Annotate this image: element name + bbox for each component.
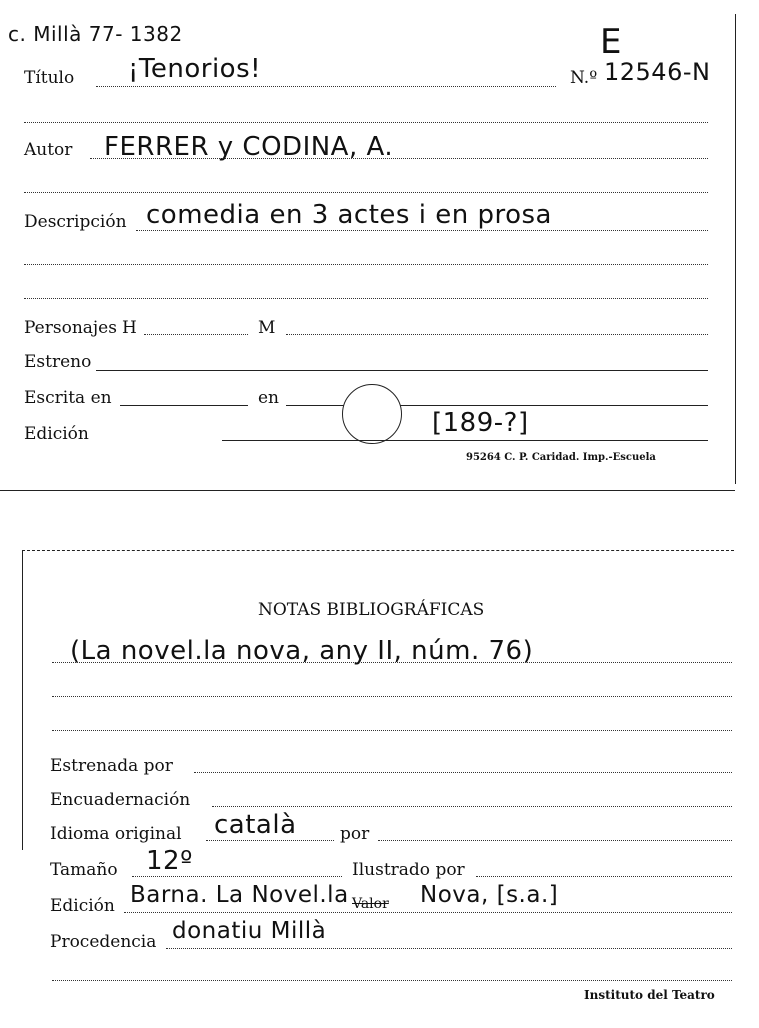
estreno-label: Estreno <box>24 352 92 372</box>
corner-note: c. Millà 77- 1382 <box>8 22 183 46</box>
mark-e: E <box>600 22 622 62</box>
idioma-por-label: por <box>340 824 370 844</box>
estrenada-label: Estrenada por <box>50 756 173 776</box>
notas-heading: NOTAS BIBLIOGRÁFICAS <box>258 600 485 620</box>
edicion-label: Edición <box>24 424 89 444</box>
estreno-line <box>96 370 708 371</box>
descripcion-value: comedia en 3 actes i en prosa <box>146 200 552 230</box>
footer-institute: Instituto del Teatro <box>584 988 715 1002</box>
idioma-value: català <box>214 810 297 840</box>
autor-line-2 <box>24 192 708 193</box>
tamano-line <box>132 876 342 877</box>
descripcion-label: Descripción <box>24 212 127 232</box>
edicion2-struck-word: Valor <box>352 896 389 912</box>
edicion-value: [189-?] <box>432 408 529 438</box>
estrenada-line <box>194 772 732 773</box>
titulo-line <box>96 86 556 87</box>
idioma-label: Idioma original <box>50 824 182 844</box>
ilustrado-label: Ilustrado por <box>352 860 465 880</box>
encuadernacion-label: Encuadernación <box>50 790 191 810</box>
idioma-por-line <box>378 840 732 841</box>
escrita-en-label: en <box>258 388 280 408</box>
nota-value: (La novel.la nova, any II, núm. 76) <box>70 636 534 666</box>
card1-bottom-border <box>0 490 735 491</box>
procedencia-label: Procedencia <box>50 932 157 952</box>
numero-value: 12546-N <box>604 58 711 86</box>
personajes-h-line <box>144 334 248 335</box>
edicion2-value-b: Nova, [s.a.] <box>420 882 559 908</box>
procedencia-value: donatiu Millà <box>172 918 327 944</box>
descripcion-line-3 <box>24 298 708 299</box>
personajes-label: Personajes <box>24 318 117 338</box>
tamano-label: Tamaño <box>50 860 118 880</box>
personajes-m-label: M <box>258 318 276 338</box>
tamano-value: 12º <box>146 846 193 876</box>
titulo-label: Título <box>24 68 75 88</box>
descripcion-line-2 <box>24 264 708 265</box>
edicion2-line <box>124 912 732 913</box>
numero-label: N.º <box>570 68 598 88</box>
procedencia-line-2 <box>52 980 732 981</box>
personajes-h-label: H <box>122 318 137 338</box>
card2-left-border <box>22 550 23 850</box>
edicion2-label: Edición <box>50 896 115 916</box>
escrita-line <box>120 405 248 406</box>
encuadernacion-line <box>212 806 732 807</box>
titulo-line-2 <box>24 122 708 123</box>
nota-line-3 <box>52 730 732 731</box>
personajes-m-line <box>286 334 708 335</box>
nota-line-2 <box>52 696 732 697</box>
edicion2-value-a: Barna. La Novel.la <box>130 882 349 908</box>
nota-line-1 <box>52 662 732 663</box>
card1-right-border <box>735 14 736 484</box>
card2-top-border <box>22 550 734 551</box>
punch-hole <box>342 384 402 444</box>
edicion-line <box>222 440 708 441</box>
printer-note: 95264 C. P. Caridad. Imp.-Escuela <box>466 452 656 463</box>
ilustrado-line <box>476 876 732 877</box>
titulo-value: ¡Tenorios! <box>128 54 262 84</box>
autor-value: FERRER y CODINA, A. <box>104 132 394 162</box>
procedencia-line <box>166 948 732 949</box>
escrita-label: Escrita en <box>24 388 112 408</box>
descripcion-line <box>136 230 708 231</box>
autor-label: Autor <box>24 140 73 160</box>
idioma-line <box>206 840 334 841</box>
